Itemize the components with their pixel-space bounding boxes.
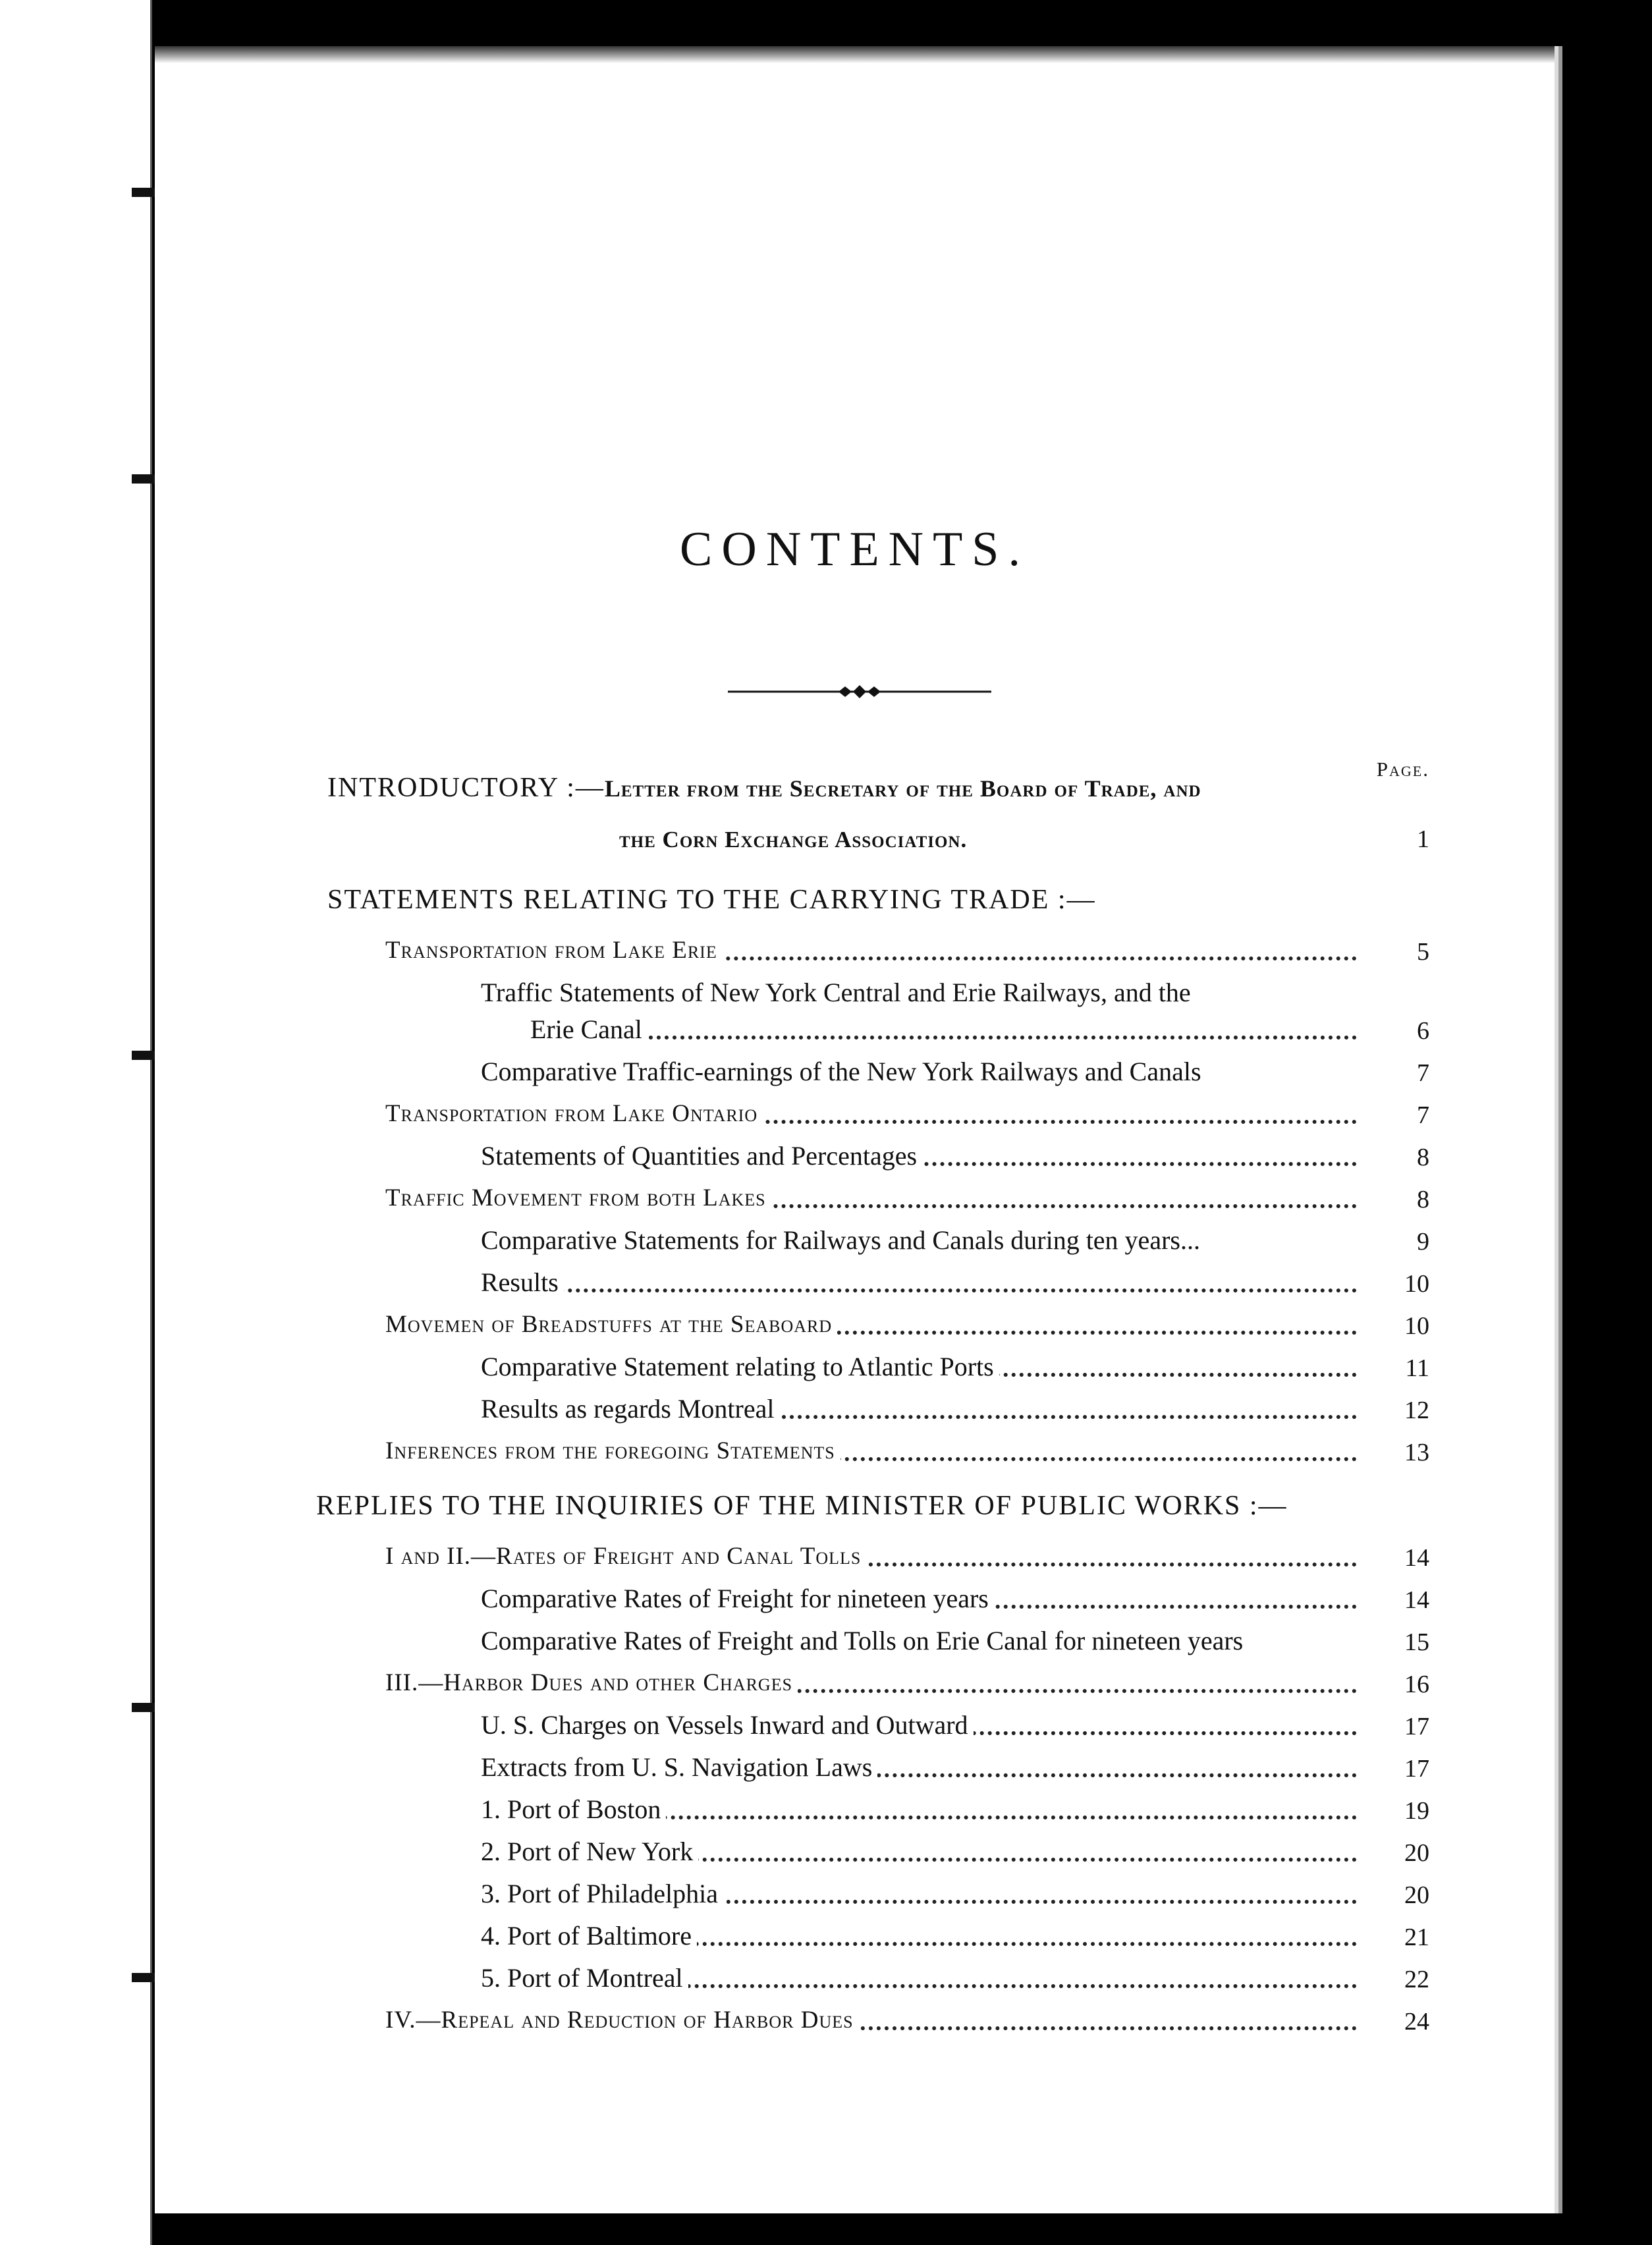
toc-entry-page: 20 <box>1404 1881 1429 1909</box>
toc-entry <box>155 1435 1555 1476</box>
toc-entry <box>155 1182 1555 1223</box>
toc-entry-label: Comparative Traffic-earnings of the New York Railways and Canals <box>481 1055 1207 1088</box>
toc-entry-label: III.—Harbor Dues and other Charges <box>385 1667 798 1700</box>
toc-entry-page: 9 <box>1417 1228 1429 1256</box>
toc-entry-page: 8 <box>1417 1144 1429 1171</box>
introductory-title: INTRODUCTORY :— <box>327 773 605 803</box>
toc-entry-label: Results <box>481 1266 564 1299</box>
introductory-text-continued: the Corn Exchange Association. <box>619 827 968 852</box>
toc-entry-page: 22 <box>1404 1966 1429 1993</box>
toc-entry-label: 4. Port of Baltimore <box>481 1920 697 1953</box>
toc-entry-label: Extracts from U. S. Navigation Laws <box>481 1751 877 1784</box>
toc-entry-label: Movemen of Breadstuffs at the Seaboard <box>385 1308 837 1341</box>
toc-entry-label: 2. Port of New York <box>481 1835 698 1868</box>
toc-entry-page: 10 <box>1404 1270 1429 1298</box>
toc-entry <box>155 1751 1555 1792</box>
toc-entry <box>155 1793 1555 1834</box>
toc-entry <box>155 1308 1555 1349</box>
toc-entry-page: 10 <box>1404 1312 1429 1340</box>
toc-entry-label: Results as regards Montreal <box>481 1393 779 1426</box>
toc-entry <box>155 1667 1555 1707</box>
toc-entry-page: 24 <box>1404 2008 1429 2036</box>
toc-entry-label: Transportation from Lake Ontario <box>385 1097 763 1130</box>
toc-entry-label: Erie Canal <box>530 1013 647 1046</box>
dot-leader <box>481 1266 1357 1292</box>
toc-entry-page: 20 <box>1404 1839 1429 1867</box>
section-heading: REPLIES TO THE INQUIRIES OF THE MINISTER OF PUBLIC WORKS :— <box>316 1491 1288 1521</box>
toc-entry-label: 3. Port of Philadelphia <box>481 1877 723 1910</box>
toc-entry-page: 21 <box>1404 1924 1429 1951</box>
introductory-heading <box>327 771 1201 806</box>
dot-leader <box>530 1013 1357 1039</box>
introductory-page-number: 1 <box>1417 825 1429 853</box>
toc-entry <box>155 1877 1555 1918</box>
toc-entry-page: 7 <box>1417 1101 1429 1129</box>
toc-entry <box>155 1835 1555 1876</box>
toc-entry <box>155 2004 1555 2045</box>
toc-entry-label: U. S. Charges on Vessels Inward and Outward <box>481 1709 974 1742</box>
page-edge <box>155 46 1555 63</box>
toc-entry <box>155 934 1555 975</box>
toc-entry-label: IV.—Repeal and Reduction of Harbor Dues <box>385 2004 859 2037</box>
toc-entry <box>155 1624 1555 1665</box>
toc-entry-label: 1. Port of Boston <box>481 1793 666 1826</box>
toc-entry-label: Statements of Quantities and Percentages <box>481 1140 922 1173</box>
toc-entry-page: 16 <box>1404 1671 1429 1698</box>
toc-entry <box>155 1709 1555 1750</box>
toc-entry-label: Comparative Rates of Freight and Tolls on Erie Canal for nineteen years <box>481 1624 1248 1657</box>
toc-entry <box>155 1393 1555 1433</box>
toc-entry-page: 17 <box>1404 1755 1429 1783</box>
toc-entry-page: 12 <box>1404 1397 1429 1424</box>
toc-entry <box>155 1055 1555 1096</box>
page-column-header: Page. <box>1376 758 1429 781</box>
facing-page <box>0 0 152 2245</box>
section-heading: STATEMENTS RELATING TO THE CARRYING TRADE :— <box>327 885 1096 915</box>
toc-entry-label: Transportation from Lake Erie <box>385 934 723 967</box>
toc-entry-label: I and II.—Rates of Freight and Canal Tolls <box>385 1540 866 1573</box>
toc-entry <box>155 1582 1555 1623</box>
toc-entry <box>155 1013 1555 1054</box>
toc-entry <box>155 1224 1555 1265</box>
toc-entry-label: Comparative Statements for Railways and Canals during ten years... <box>481 1224 1205 1257</box>
toc-entry-label: Comparative Rates of Freight for nineteen years <box>481 1582 994 1615</box>
toc-entry <box>155 976 1555 1017</box>
toc-entry-page: 13 <box>1404 1439 1429 1466</box>
toc-entry-page: 19 <box>1404 1797 1429 1825</box>
toc-entry-page: 11 <box>1405 1354 1429 1382</box>
page-title: CONTENTS. <box>680 522 1030 576</box>
toc-entry-label: Inferences from the foregoing Statements <box>385 1435 840 1468</box>
toc-entry-label: Traffic Movement from both Lakes <box>385 1182 771 1215</box>
toc-entry-page: 7 <box>1417 1059 1429 1087</box>
toc-entry-label: Traffic Statements of New York Central and Erie Railways, and the <box>481 976 1196 1009</box>
toc-entry <box>155 1350 1555 1391</box>
toc-entry-page: 6 <box>1417 1017 1429 1045</box>
ornamental-rule <box>728 675 991 708</box>
toc-entry-page: 15 <box>1404 1628 1429 1656</box>
toc-entry-label: Comparative Statement relating to Atlantic Ports <box>481 1350 999 1383</box>
toc-entry <box>155 1140 1555 1180</box>
toc-entry-label: 5. Port of Montreal <box>481 1962 688 1995</box>
toc-entry <box>155 1266 1555 1307</box>
contents-page <box>155 46 1555 2213</box>
toc-entry-page: 14 <box>1404 1586 1429 1614</box>
toc-entry <box>155 1097 1555 1138</box>
toc-entry-page: 17 <box>1404 1713 1429 1740</box>
toc-entry-page: 5 <box>1417 938 1429 966</box>
toc-entry-page: 14 <box>1404 1544 1429 1572</box>
toc-entry <box>155 1540 1555 1581</box>
introductory-text: Letter from the Secretary of the Board of Trade, and <box>604 775 1201 802</box>
toc-entry-page: 8 <box>1417 1186 1429 1213</box>
toc-entry <box>155 1920 1555 1960</box>
toc-entry <box>155 1962 1555 2003</box>
